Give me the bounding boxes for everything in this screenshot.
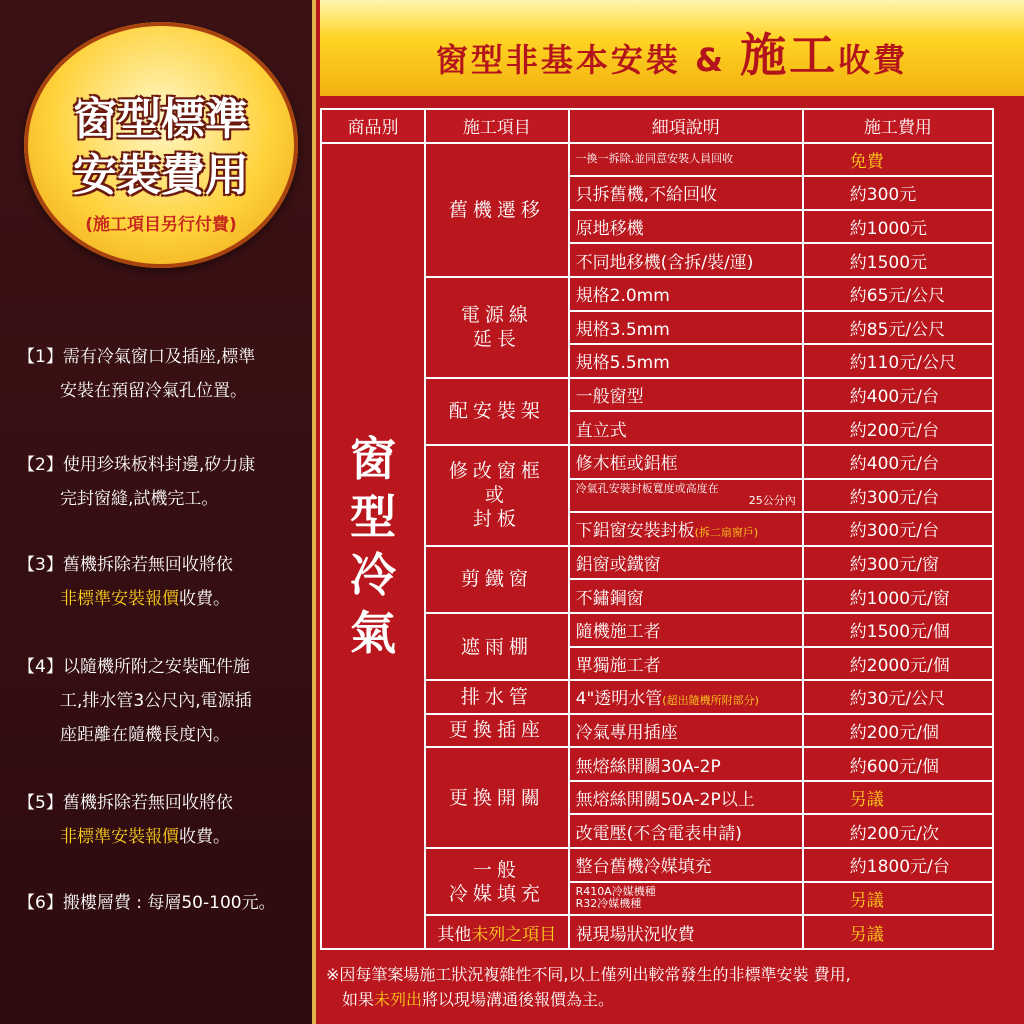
note-text: 工,排水管3公尺內,電源插 xyxy=(60,691,252,711)
note-line xyxy=(18,793,233,813)
note-line xyxy=(18,820,308,854)
price-cell: 約300元 xyxy=(803,176,993,210)
note-text: 使用珍珠板料封邊,矽力康 xyxy=(62,455,256,475)
note-item xyxy=(18,448,308,516)
detail-text: 隨機施工者 xyxy=(575,622,661,643)
fee-table xyxy=(320,108,994,950)
note-item xyxy=(18,786,308,854)
standard-install-badge xyxy=(24,22,298,268)
price-cell: 另議 xyxy=(803,781,993,815)
detail-text: 冷氣專用插座 xyxy=(575,722,678,743)
detail-cell xyxy=(569,411,803,445)
detail-cell xyxy=(569,479,803,513)
note-item xyxy=(18,650,308,752)
category-label: 窗型冷氣 xyxy=(350,431,396,660)
item-cell xyxy=(425,747,569,848)
note-text: 收費。 xyxy=(179,827,230,847)
column-header: 細項說明 xyxy=(569,109,803,143)
detail-cell xyxy=(569,714,803,748)
note-text: 座距離在隨機長度內。 xyxy=(60,725,230,745)
price-cell: 約200元/台 xyxy=(803,411,993,445)
price-cell: 另議 xyxy=(803,915,993,949)
price-cell: 免費 xyxy=(803,143,993,177)
title-amp: & xyxy=(695,41,726,79)
detail-text: 只拆舊機,不給回收 xyxy=(575,185,718,206)
item-cell xyxy=(425,848,569,915)
title-part: 窗型非基本安裝 xyxy=(435,41,681,79)
price-cell: 約1500元/個 xyxy=(803,613,993,647)
item-line: 延長 xyxy=(472,328,521,351)
note-text: 需有冷氣窗口及插座,標準 xyxy=(62,347,256,367)
detail-cell xyxy=(569,445,803,479)
page-title xyxy=(320,0,1024,96)
note-highlight: 非標準安裝報價 xyxy=(60,827,179,847)
detail-cell xyxy=(569,579,803,613)
detail-cell xyxy=(569,680,803,714)
detail-text: 下鋁窗安裝封板(拆二扇窗戶) xyxy=(575,521,759,542)
column-header: 施工項目 xyxy=(425,109,569,143)
detail-cell: 視現場狀況收費 xyxy=(569,915,803,949)
note-line xyxy=(18,555,233,575)
badge-title-line2: 安裝費用 xyxy=(73,150,249,201)
note-item xyxy=(18,886,308,920)
item-cell xyxy=(425,714,569,748)
left-panel xyxy=(0,0,312,1024)
footnote-text: 將以現場溝通後報價為主。 xyxy=(422,990,615,1009)
note-line xyxy=(18,582,308,616)
detail-note: (拆二扇窗戶) xyxy=(694,526,759,540)
footnote-text: 如果 xyxy=(342,990,375,1009)
footnote xyxy=(326,962,1016,1012)
note-text: 安裝在預留冷氣孔位置。 xyxy=(60,381,247,401)
detail-text: 直立式 xyxy=(575,420,627,441)
note-number: 【6】 xyxy=(18,893,63,913)
detail-text: 修木框或鋁框 xyxy=(575,454,678,475)
price-cell: 約65元/公尺 xyxy=(803,277,993,311)
detail-cell xyxy=(569,378,803,412)
detail-cell xyxy=(569,176,803,210)
price-cell: 約1800元/台 xyxy=(803,848,993,882)
item-line: 更換開關 xyxy=(448,786,545,809)
detail-cell xyxy=(569,882,803,916)
badge-subtitle: (施工項目另行付費) xyxy=(85,215,237,235)
detail-text: R32冷媒機種 xyxy=(575,897,642,911)
detail-text: 不鏽鋼窗 xyxy=(575,588,644,609)
category-cell xyxy=(321,143,425,949)
note-line xyxy=(18,893,276,913)
price-cell: 約400元/台 xyxy=(803,378,993,412)
item-cell xyxy=(425,277,569,378)
detail-cell xyxy=(569,243,803,277)
note-number: 【4】 xyxy=(18,657,63,677)
note-text: 完封窗縫,試機完工。 xyxy=(60,489,219,509)
price-cell: 約300元/台 xyxy=(803,479,993,513)
detail-text: 單獨施工者 xyxy=(575,655,661,676)
item-line: 更換插座 xyxy=(448,719,545,742)
item-line: 排水管 xyxy=(460,685,533,708)
note-item xyxy=(18,340,308,408)
other-highlight: 未列之項目 xyxy=(471,924,557,945)
detail-cell xyxy=(569,781,803,815)
item-line: 配安裝架 xyxy=(448,400,545,423)
detail-cell xyxy=(569,848,803,882)
detail-text: 一換一拆除,並同意安裝人員回收 xyxy=(575,152,734,166)
item-cell xyxy=(425,915,569,949)
table-row xyxy=(321,143,993,177)
price-cell: 約2000元/個 xyxy=(803,647,993,681)
detail-text: 規格5.5mm xyxy=(575,353,670,374)
note-item xyxy=(18,548,308,616)
price-cell: 約30元/公尺 xyxy=(803,680,993,714)
column-header: 施工費用 xyxy=(803,109,993,143)
price-cell: 另議 xyxy=(803,882,993,916)
item-line: 修改窗框 xyxy=(448,460,545,483)
detail-text: 4"透明水管(超出隨機所附部分) xyxy=(575,689,759,710)
title-emphasis: 施工 xyxy=(740,28,839,82)
note-text: 搬樓層費 : 每層50-100元。 xyxy=(62,893,276,913)
item-line: 遮雨棚 xyxy=(460,635,533,658)
detail-text: 冷氣孔安裝封板寬度或高度在 xyxy=(575,482,719,496)
note-text: 舊機拆除若無回收將依 xyxy=(62,793,233,813)
detail-text: 一般窗型 xyxy=(575,387,644,408)
badge-title-line1: 窗型標準 xyxy=(73,94,249,145)
detail-text: 不同地移機(含拆/裝/運) xyxy=(575,252,754,273)
note-line xyxy=(18,482,308,516)
item-line: 或 xyxy=(484,484,509,507)
detail-text: 25公分內 xyxy=(748,494,796,508)
item-line: 封板 xyxy=(472,508,521,531)
item-cell xyxy=(425,613,569,680)
note-number: 【2】 xyxy=(18,455,63,475)
note-line xyxy=(18,718,308,752)
detail-text: 無熔絲開關30A-2P xyxy=(575,756,721,777)
item-cell xyxy=(425,680,569,714)
note-number: 【3】 xyxy=(18,555,63,575)
note-text: 舊機拆除若無回收將依 xyxy=(62,555,233,575)
note-line xyxy=(18,374,308,408)
column-header: 商品別 xyxy=(321,109,425,143)
item-line: 冷媒填充 xyxy=(448,882,545,905)
detail-cell xyxy=(569,311,803,345)
detail-cell xyxy=(569,546,803,580)
item-line: 舊機遷移 xyxy=(448,198,545,221)
item-cell xyxy=(425,378,569,445)
detail-cell xyxy=(569,344,803,378)
price-cell: 約200元/個 xyxy=(803,714,993,748)
item-line: 一般 xyxy=(472,858,521,881)
note-line xyxy=(18,347,255,367)
price-cell: 約200元/次 xyxy=(803,814,993,848)
price-cell: 約600元/個 xyxy=(803,747,993,781)
title-part: 收費 xyxy=(838,41,909,79)
price-cell: 約400元/台 xyxy=(803,445,993,479)
detail-cell xyxy=(569,512,803,546)
detail-cell xyxy=(569,613,803,647)
price-cell: 約1000元/窗 xyxy=(803,579,993,613)
detail-text: 無熔絲開關50A-2P以上 xyxy=(575,790,755,811)
note-line xyxy=(18,657,250,677)
price-cell: 約300元/台 xyxy=(803,512,993,546)
price-cell: 約1500元 xyxy=(803,243,993,277)
item-cell xyxy=(425,546,569,613)
price-cell: 約1000元 xyxy=(803,210,993,244)
note-text: 收費。 xyxy=(179,589,230,609)
other-label: 其他 xyxy=(437,924,472,945)
detail-cell xyxy=(569,747,803,781)
note-line xyxy=(18,684,308,718)
detail-cell xyxy=(569,647,803,681)
footnote-highlight: 未列出 xyxy=(374,990,423,1009)
price-cell: 約110元/公尺 xyxy=(803,344,993,378)
detail-cell xyxy=(569,814,803,848)
item-line: 電源線 xyxy=(460,304,533,327)
detail-text: R410A冷媒機種 xyxy=(575,885,656,899)
detail-text: 規格3.5mm xyxy=(575,319,670,340)
note-number: 【1】 xyxy=(18,347,63,367)
detail-text: 整台舊機冷媒填充 xyxy=(575,857,712,878)
detail-cell xyxy=(569,210,803,244)
detail-text: 規格2.0mm xyxy=(575,286,670,307)
item-cell xyxy=(425,143,569,277)
header-row xyxy=(321,109,993,143)
price-cell: 約300元/窗 xyxy=(803,546,993,580)
detail-text: 改電壓(不含電表申請) xyxy=(575,823,742,844)
detail-text: 原地移機 xyxy=(575,219,644,240)
detail-text: 鋁窗或鐵窗 xyxy=(575,555,661,576)
detail-cell xyxy=(569,277,803,311)
detail-note: (超出隨機所附部分) xyxy=(662,694,759,708)
detail-cell xyxy=(569,143,803,177)
footnote-line1: ※因每筆案場施工狀況複雜性不同,以上僅列出較常發生的非標準安裝 費用, xyxy=(326,965,851,984)
item-cell xyxy=(425,445,569,546)
note-line xyxy=(18,455,255,475)
note-number: 【5】 xyxy=(18,793,63,813)
item-line: 剪鐵窗 xyxy=(460,568,533,591)
note-text: 以隨機所附之安裝配件施 xyxy=(62,657,250,677)
note-highlight: 非標準安裝報價 xyxy=(60,589,179,609)
price-cell: 約85元/公尺 xyxy=(803,311,993,345)
